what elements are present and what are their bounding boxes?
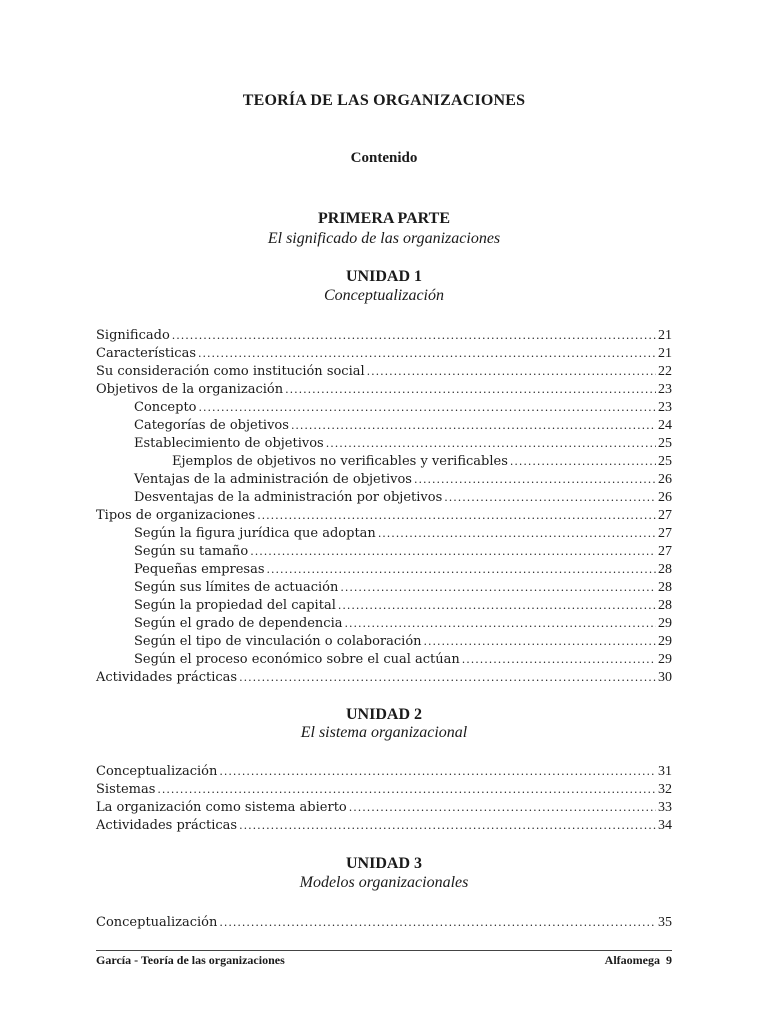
- part-heading: PRIMERA PARTE: [317, 210, 451, 227]
- contents-heading: Contenido: [350, 150, 418, 166]
- toc-entry-label: Actividades prácticas: [96, 818, 238, 833]
- toc-leader-dots: [340, 579, 656, 597]
- toc-entry[interactable]: [96, 471, 672, 489]
- toc-entry-page: 21: [658, 328, 672, 343]
- toc-entry[interactable]: [96, 561, 672, 579]
- toc-leader-dots: [257, 507, 656, 525]
- toc-entry-page: 29: [658, 616, 672, 631]
- footer-publisher: Alfaomega: [604, 953, 660, 967]
- toc-entry-label: Pequeñas empresas: [134, 562, 265, 577]
- toc-entry-page: 26: [658, 472, 672, 487]
- toc-entry-page: 33: [658, 800, 672, 815]
- toc-entry-label: Según la propiedad del capital: [134, 598, 336, 613]
- toc-leader-dots: [444, 489, 656, 507]
- toc-entry-page: 24: [658, 418, 672, 433]
- toc-entry[interactable]: [96, 817, 672, 835]
- toc-leader-dots: [239, 669, 656, 687]
- footer-book-title: García - Teoría de las organizaciones: [96, 953, 285, 967]
- toc-entry-page: 30: [658, 670, 672, 685]
- toc-entry-label: Según sus límites de actuación: [134, 580, 339, 595]
- toc-leader-dots: [424, 633, 656, 651]
- toc-entry-label: Su consideración como institución social: [96, 364, 365, 379]
- toc-entry-label: Según la figura jurídica que adoptan: [134, 526, 376, 541]
- toc-entry-page: 21: [658, 346, 672, 361]
- toc-entry-label: Sistemas: [96, 782, 156, 797]
- toc-entry-page: 31: [658, 764, 672, 779]
- toc-entry-label: La organización como sistema abierto: [96, 800, 347, 815]
- toc-entry[interactable]: [96, 651, 672, 669]
- toc-entry-page: 25: [658, 436, 672, 451]
- toc-entry-page: 29: [658, 652, 672, 667]
- toc-entry[interactable]: [96, 763, 672, 781]
- unit2-heading: UNIDAD 2: [346, 706, 422, 723]
- toc-entry-label: Objetivos de la organización: [96, 382, 284, 397]
- toc-entry[interactable]: [96, 781, 672, 799]
- toc-entry[interactable]: [96, 363, 672, 381]
- toc-entry[interactable]: [96, 489, 672, 507]
- toc-entry-label: Significado: [96, 328, 170, 343]
- toc-entry-label: Según el proceso económico sobre el cual actúan: [134, 652, 460, 667]
- unit2-subtitle: El sistema organizacional: [300, 724, 468, 741]
- toc-entry-label: Ejemplos de objetivos no verificables y verificables: [172, 454, 508, 469]
- toc-entry-label: Concepto: [134, 400, 197, 415]
- toc-entry-page: 35: [658, 915, 672, 930]
- toc-entry[interactable]: [96, 579, 672, 597]
- toc-entry[interactable]: [96, 525, 672, 543]
- toc-entry-page: 28: [658, 598, 672, 613]
- toc-leader-dots: [291, 417, 656, 435]
- toc-entry[interactable]: [96, 399, 672, 417]
- toc-leader-dots: [285, 381, 656, 399]
- toc-entry[interactable]: [96, 633, 672, 651]
- toc-entry-label: Según el tipo de vinculación o colaboración: [134, 634, 422, 649]
- toc-entry[interactable]: [96, 507, 672, 525]
- toc-entry-label: Conceptualización: [96, 915, 218, 930]
- toc-leader-dots: [219, 763, 656, 781]
- toc-leader-dots: [239, 817, 656, 835]
- unit3-subtitle: Modelos organizacionales: [299, 874, 469, 891]
- toc-entry-label: Desventajas de la administración por objetivos: [134, 490, 443, 505]
- document-title: TEORÍA DE LAS ORGANIZACIONES: [242, 92, 526, 109]
- toc-entry-page: 28: [658, 580, 672, 595]
- toc-entry[interactable]: [96, 381, 672, 399]
- toc-entry-page: 29: [658, 634, 672, 649]
- unit1-subtitle: Conceptualización: [324, 287, 444, 304]
- toc-entry-label: Ventajas de la administración de objetivos: [134, 472, 412, 487]
- toc-entry-page: 23: [658, 400, 672, 415]
- unit2-toc: [96, 763, 672, 835]
- toc-entry[interactable]: [96, 615, 672, 633]
- toc-leader-dots: [349, 799, 656, 817]
- toc-leader-dots: [378, 525, 656, 543]
- toc-entry-page: 34: [658, 818, 672, 833]
- footer-page-number: 9: [666, 953, 672, 967]
- toc-leader-dots: [172, 327, 656, 345]
- toc-entry-label: Conceptualización: [96, 764, 218, 779]
- footer-rule: [96, 950, 672, 951]
- toc-entry-label: Según el grado de dependencia: [134, 616, 343, 631]
- footer-publisher-page: [605, 953, 672, 968]
- toc-entry-page: 28: [658, 562, 672, 577]
- toc-leader-dots: [338, 597, 656, 615]
- toc-entry[interactable]: [96, 914, 672, 932]
- toc-entry-page: 22: [658, 364, 672, 379]
- toc-entry-label: Tipos de organizaciones: [96, 508, 256, 523]
- unit3-heading: UNIDAD 3: [346, 855, 422, 872]
- toc-entry-label: Características: [96, 346, 196, 361]
- toc-entry[interactable]: [96, 345, 672, 363]
- page-footer: [96, 953, 672, 968]
- toc-leader-dots: [199, 399, 657, 417]
- toc-entry[interactable]: [96, 669, 672, 687]
- toc-leader-dots: [367, 363, 656, 381]
- toc-leader-dots: [157, 781, 656, 799]
- toc-entry-page: 27: [658, 508, 672, 523]
- toc-leader-dots: [414, 471, 656, 489]
- toc-entry-label: Establecimiento de objetivos: [134, 436, 324, 451]
- toc-entry[interactable]: [96, 597, 672, 615]
- toc-entry-page: 32: [658, 782, 672, 797]
- toc-leader-dots: [250, 543, 656, 561]
- toc-entry-label: Categorías de objetivos: [134, 418, 289, 433]
- unit1-toc: [96, 327, 672, 687]
- toc-entry-page: 27: [658, 544, 672, 559]
- toc-leader-dots: [267, 561, 656, 579]
- toc-entry-page: 26: [658, 490, 672, 505]
- toc-leader-dots: [198, 345, 656, 363]
- toc-leader-dots: [219, 914, 656, 932]
- toc-entry-page: 25: [658, 454, 672, 469]
- toc-entry[interactable]: [96, 453, 672, 471]
- toc-leader-dots: [510, 453, 656, 471]
- unit3-toc: [96, 914, 672, 932]
- toc-entry-label: Según su tamaño: [134, 544, 249, 559]
- toc-leader-dots: [462, 651, 656, 669]
- toc-leader-dots: [326, 435, 656, 453]
- toc-entry-page: 23: [658, 382, 672, 397]
- part-subtitle: El significado de las organizaciones: [267, 230, 501, 247]
- toc-leader-dots: [344, 615, 656, 633]
- toc-entry-label: Actividades prácticas: [96, 670, 238, 685]
- unit1-heading: UNIDAD 1: [346, 268, 422, 285]
- toc-entry-page: 27: [658, 526, 672, 541]
- toc-entry[interactable]: [96, 327, 672, 345]
- toc-entry[interactable]: [96, 417, 672, 435]
- toc-entry[interactable]: [96, 543, 672, 561]
- toc-entry[interactable]: [96, 799, 672, 817]
- toc-entry[interactable]: [96, 435, 672, 453]
